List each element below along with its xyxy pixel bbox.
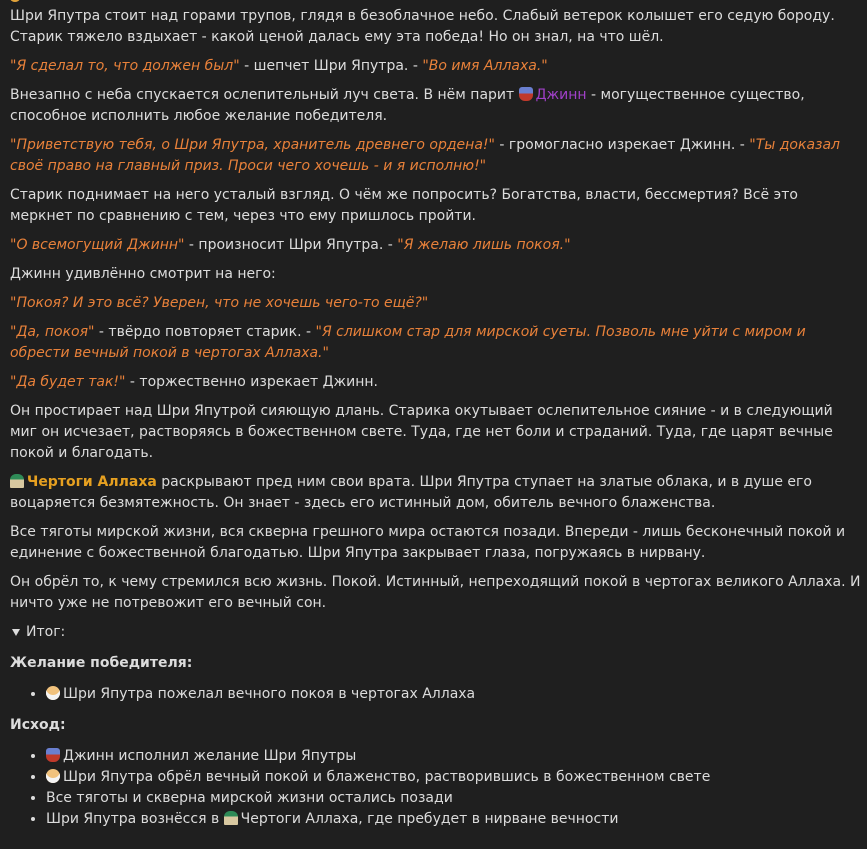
paragraph: Он обрёл то, к чему стремился всю жизнь. Покой. Истинный, непреходящий покой в чертогах великого Аллаха. И ничто уже не потревожит его вечный сон. — [10, 574, 861, 611]
quote-text: "Я сделал то, что должен был" — [10, 58, 240, 74]
narration: - громогласно изрекает Джинн. - — [494, 137, 750, 153]
narration: - твёрдо повторяет старик. - — [94, 324, 316, 340]
dialog-line — [10, 322, 862, 364]
dialog-line — [10, 135, 862, 177]
narration: - шепчет Шри Япутра. - — [239, 58, 423, 74]
avatar-edge — [10, 0, 20, 2]
outcome-heading: Исход: — [10, 717, 66, 733]
quote-text: "Во имя Аллаха." — [422, 58, 548, 74]
quote-text: "Покоя? И это всё? Уверен, что не хочешь чего-то ещё?" — [10, 295, 429, 311]
paragraph: Внезапно с неба спускается ослепительный луч света. В нём парит Джинн - могущественное существо, способное исполнить любое желание победителя. — [10, 87, 805, 124]
summary-label: Итог: — [26, 624, 66, 640]
genie-icon — [46, 748, 60, 762]
quote-text: "Я слишком стар для мирской суеты. Позволь мне уйти с миром и обрести вечный покой в чертогах Аллаха." — [10, 324, 806, 361]
dialog-line — [10, 56, 862, 77]
quote-text: "Я желаю лишь покоя." — [397, 237, 571, 253]
paragraph: Он простирает над Шри Япутрой сияющую длань. Старика окутывает ослепительное сияние - и в следующий миг он исчезает, растворяясь в божественном свете. Туда, где нет боли и страданий. Туда, где царят вечные покой и благодать. — [10, 403, 833, 461]
wish-heading: Желание победителя: — [10, 655, 193, 671]
list-item: • Шри Япутра пожелал вечного покоя в чертогах Аллаха — [46, 684, 862, 705]
list-item: • Шри Япутра обрёл вечный покой и блаженство, растворившись в божественном свете — [46, 767, 862, 788]
outcome-list — [10, 746, 862, 830]
dialog-line — [10, 293, 862, 314]
paragraph: Чертоги Аллаха раскрывают пред ним свои врата. Шри Япутра ступает на златые облака, и в душе его воцаряется безмятежность. Он знает - здесь его истинный дом, обитель вечного блаженства. — [10, 474, 812, 511]
paragraph: Старик поднимает на него усталый взгляд. О чём же попросить? Богатства, власти, бессмертия? Всё это меркнет по сравнению с тем, через что ему пришлось пройти. — [10, 187, 798, 224]
old-man-icon — [46, 769, 60, 783]
triangle-down-icon — [12, 629, 20, 636]
wish-list — [10, 684, 862, 705]
quote-text: "Ты доказал своё право на главный приз. Проси чего хочешь - и я исполню!" — [10, 137, 840, 174]
list-item: • Джинн исполнил желание Шри Япутры — [46, 746, 862, 767]
quote-text: "Да будет так!" — [10, 374, 126, 390]
paragraph: Джинн удивлённо смотрит на него: — [10, 266, 276, 282]
summary-toggle[interactable] — [10, 622, 862, 643]
quote-text: "О всемогущий Джинн" — [10, 237, 185, 253]
genie-icon — [519, 87, 533, 101]
old-man-icon — [46, 686, 60, 700]
list-item: • Все тяготы и скверна мирской жизни остались позади — [46, 788, 862, 809]
dialog-line — [10, 235, 862, 256]
djinn-name: Джинн — [535, 87, 587, 103]
mosque-icon — [10, 474, 24, 488]
narration: - произносит Шри Япутра. - — [184, 237, 398, 253]
list-item: • Шри Япутра вознёсся в Чертоги Аллаха, где пребудет в нирване вечности — [46, 809, 862, 830]
quote-text: "Да, покоя" — [10, 324, 95, 340]
dialog-line — [10, 372, 862, 393]
palace-name: Чертоги Аллаха — [27, 474, 157, 490]
mosque-icon — [224, 811, 238, 825]
paragraph: Все тяготы мирской жизни, вся скверна грешного мира остаются позади. Впереди - лишь бесконечный покой и единение с божественной благодатью. Шри Япутра закрывает глаза, погружаясь в нирвану. — [10, 524, 846, 561]
narration: - торжественно изрекает Джинн. — [125, 374, 378, 390]
paragraph: Шри Япутра стоит над горами трупов, глядя в безоблачное небо. Слабый ветерок колышет его седую бороду. Старик тяжело вздыхает - какой ценой далась ему эта победа! Но он знал, на что шёл. — [10, 8, 835, 45]
quote-text: "Приветствую тебя, о Шри Япутра, хранитель древнего ордена!" — [10, 137, 495, 153]
